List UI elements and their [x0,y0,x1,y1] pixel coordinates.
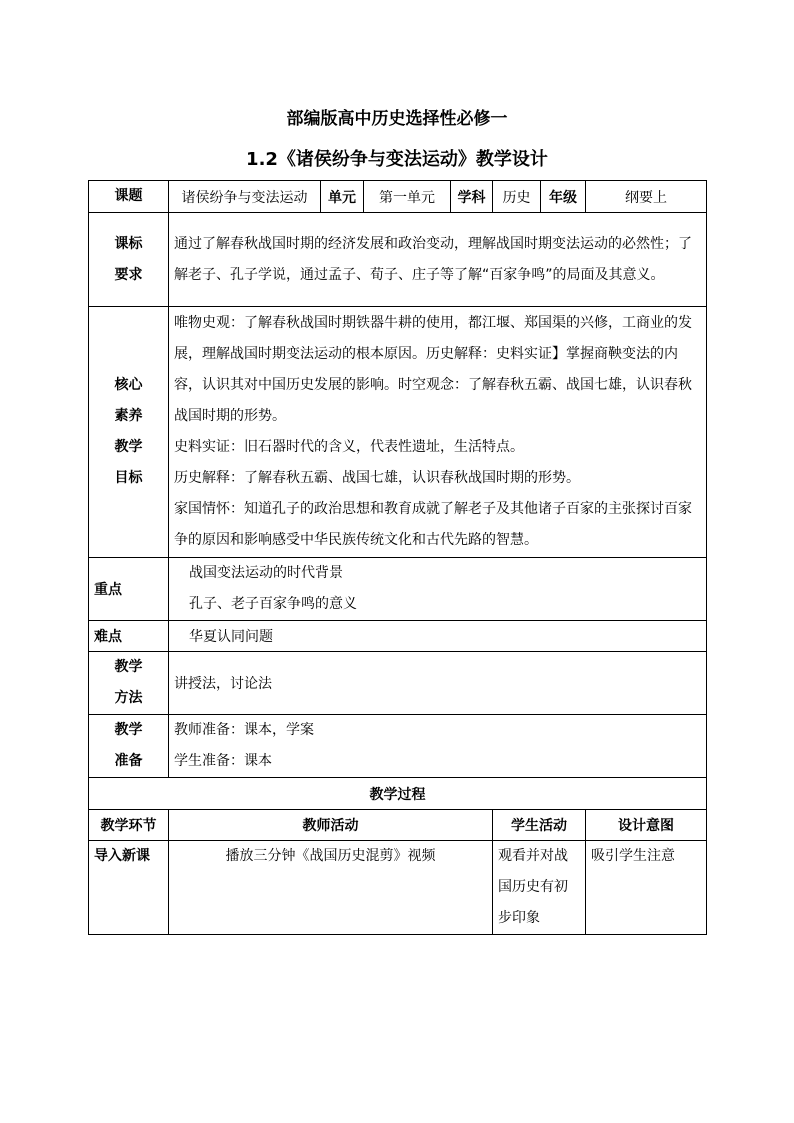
subject-label: 学科 [451,181,493,213]
info-row [89,181,707,213]
prep-label-line: 准备 [114,753,143,769]
literacy-label [89,307,169,558]
literacy-paragraph: 唯物史观：了解春秋战国时期铁器牛耕的使用，都江堰、郑国渠的兴修，工商业的发展，理解战国时期变法运动的根本原因。历史解释：史料实证】掌握商鞅变法的内容，认识其对中国历史发展的影响。时空观念：了解春秋五霸、战国七雄，认识春秋战国时期的形势。 [174,315,692,424]
process-header-row [89,810,707,841]
difficulty-row [89,621,707,652]
header-student: 学生活动 [493,810,586,841]
header-teacher: 教师活动 [169,810,493,841]
literacy-label-line: 素养 [114,408,143,424]
method-text: 讲授法，讨论法 [169,652,707,715]
literacy-label-line: 教学 [114,439,143,455]
process-title: 教学过程 [89,778,707,810]
key-points-row [89,558,707,621]
key-point-item: 孔子、老子百家争鸣的意义 [189,596,357,612]
subject-value: 历史 [493,181,541,213]
literacy-row [89,307,707,558]
lesson-title: 1.2《诸侯纷争与变法运动》教学设计 [246,149,548,170]
stage-cell: 导入新课 [89,841,169,935]
teacher-activity: 播放三分钟《战国历史混剪》视频 [169,841,493,935]
unit-label: 单元 [321,181,364,213]
lesson-plan-table [88,180,707,935]
unit-value: 第一单元 [364,181,451,213]
header-intent: 设计意图 [586,810,707,841]
method-label [89,652,169,715]
standard-label-line: 要求 [114,266,143,283]
literacy-label-line: 目标 [114,470,143,486]
literacy-content [169,307,707,558]
key-points-content [169,558,707,621]
key-point-item: 战国变法运动的时代背景 [189,565,343,581]
prep-label-line: 教学 [114,722,143,738]
method-label-line: 方法 [114,690,143,706]
literacy-paragraph: 家国情怀：知道孔子的政治思想和教育成就了解老子及其他诸子百家的主张探讨百家争的原因和影响感受中华民族传统文化和古代先路的智慧。 [174,501,692,548]
difficulty-label: 难点 [89,621,169,652]
standard-text: 通过了解春秋战国时期的经济发展和政治变动，理解战国时期变法运动的必然性；了解老子、孔子学说，通过孟子、荀子、庄子等了解“百家争鸣”的局面及其意义。 [169,213,707,307]
literacy-paragraph: 史料实证：旧石器时代的含义，代表性遗址，生活特点。 [174,439,524,455]
process-row [89,841,707,935]
design-intent: 吸引学生注意 [586,841,707,935]
teacher-prep: 教师准备：课本，学案 [174,722,314,738]
document-title: 部编版高中历史选择性必修一 [286,109,508,129]
grade-label: 年级 [541,181,586,213]
standard-label [89,213,169,307]
literacy-label-line: 核心 [114,377,143,393]
grade-value: 纲要上 [586,181,707,213]
difficulty-text: 华夏认同问题 [169,621,707,652]
standard-row [89,213,707,307]
method-label-line: 教学 [114,659,143,675]
student-prep: 学生准备：课本 [174,753,272,769]
standard-label-line: 课标 [114,235,143,252]
student-activity: 观看并对战国历史有初步印象 [493,841,586,935]
prep-content [169,715,707,778]
literacy-paragraph: 历史解释：了解春秋五霸、战国七雄，认识春秋战国时期的形势。 [174,470,580,486]
key-points-label: 重点 [89,558,169,621]
prep-row [89,715,707,778]
header-stage: 教学环节 [89,810,169,841]
topic-value: 诸侯纷争与变法运动 [169,181,321,213]
topic-label: 课题 [89,181,169,213]
prep-label [89,715,169,778]
method-row [89,652,707,715]
process-title-row [89,778,707,810]
